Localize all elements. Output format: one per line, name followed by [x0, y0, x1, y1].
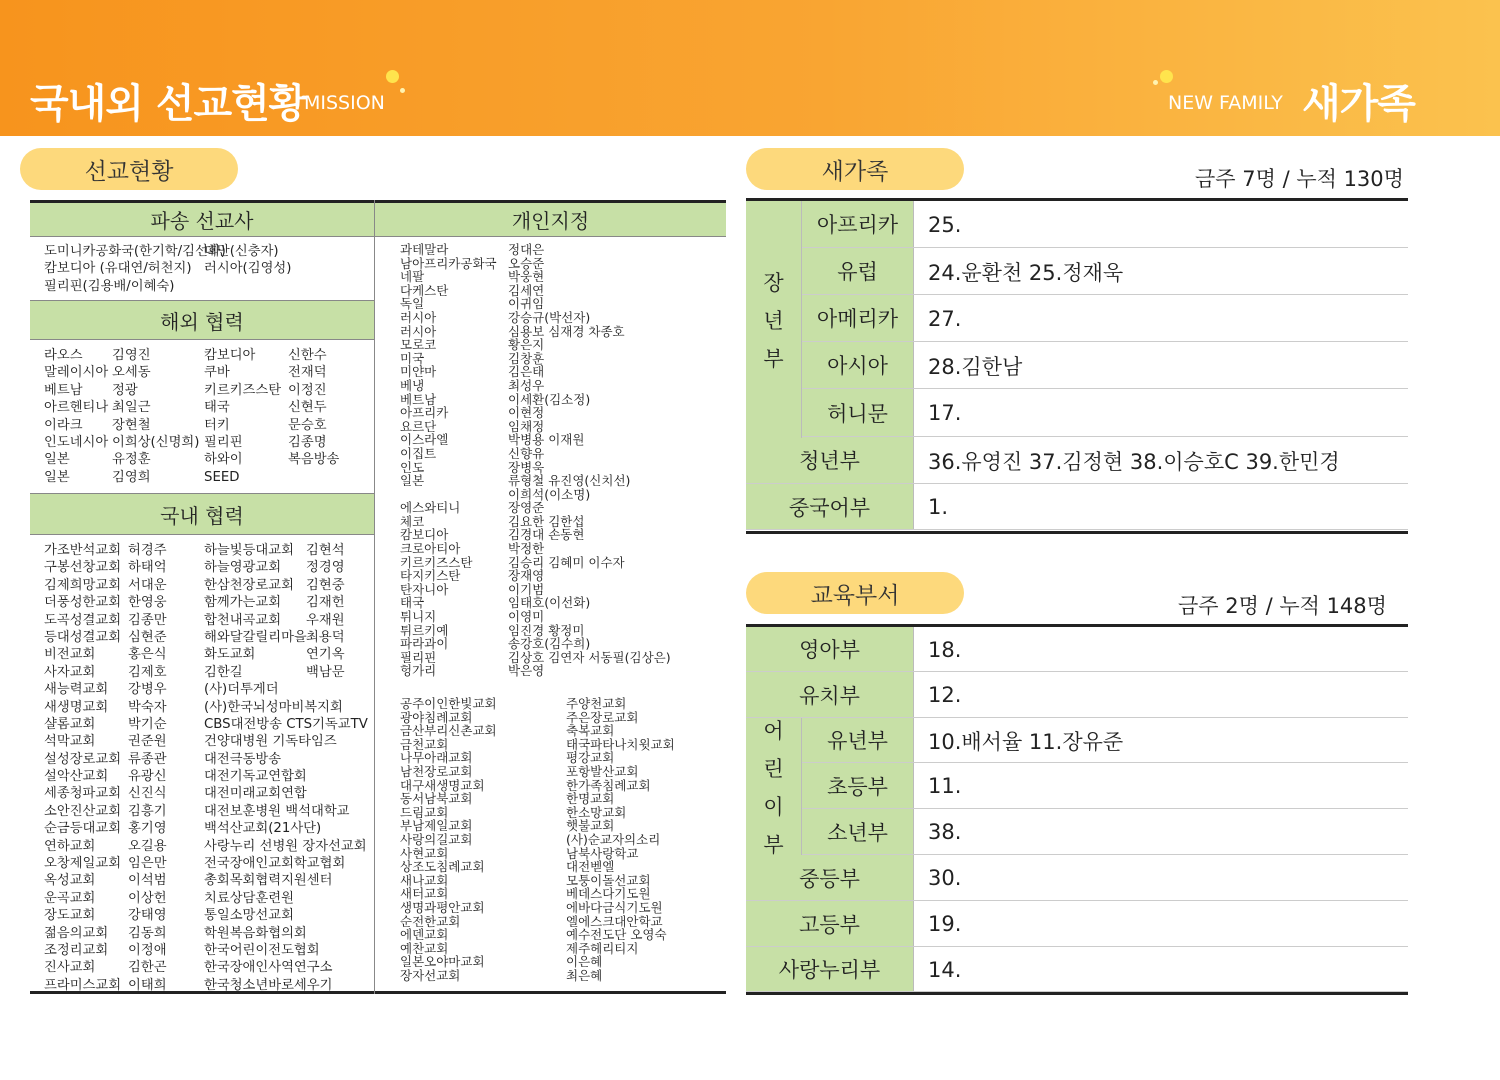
education-value: 11.	[928, 774, 962, 798]
list-item: 키르키즈스탄 김승리 김혜미 이수자	[400, 554, 625, 570]
list-item: 엘에스크대안학교	[566, 913, 663, 929]
list-item: 이은혜	[566, 954, 603, 970]
list-item: 대전벧엘	[566, 859, 615, 875]
group-label-char: 장	[763, 270, 784, 295]
list-item: 햇불교회	[566, 818, 615, 834]
newfamily-label: 중국어부	[746, 484, 914, 529]
list-item: 공주이인한빛교회	[400, 696, 497, 711]
education-summary: 금주 2명 / 누적 148명	[1178, 594, 1387, 618]
list-item: 가조반석교회 허경주	[44, 543, 167, 558]
overseas-list-right	[204, 347, 339, 486]
list-item: 아르헨티나 최일근	[44, 400, 151, 416]
list-item: 한삼천장로교회 김현중	[204, 577, 345, 593]
newfamily-label: 유럽	[802, 248, 914, 294]
list-item: 일본 류형철 유진영(신치선)	[400, 473, 631, 489]
education-label: 유치부	[746, 672, 914, 717]
list-item: 일본 유정훈	[44, 452, 151, 468]
list-item: 한국장애인사역연구소	[204, 960, 333, 976]
list-item: 필리핀 김상호 김연자 서동필(김상은)	[400, 649, 671, 665]
list-item: 에스와티니 장영준	[400, 500, 545, 516]
list-item: 오창제일교회 임은만	[44, 856, 167, 872]
list-item: 하늘영광교회 정경영	[204, 560, 345, 576]
list-item: 등대성결교회 심현준	[44, 629, 167, 645]
list-item: 총회목회협력지원센터	[204, 873, 333, 889]
list-item: 다케스탄 김세연	[400, 282, 545, 298]
list-item: 태국 임태호(이선화)	[400, 595, 591, 611]
children-group-label	[746, 718, 802, 855]
list-item: 축복교회	[566, 723, 615, 739]
newfamily-value: 24.윤환천 25.정재욱	[928, 260, 1124, 285]
education-value: 30.	[928, 866, 962, 890]
list-item: 학원복음화협의회	[204, 925, 307, 941]
yellow-dot-icon	[1160, 70, 1173, 83]
list-item: 통일소망선교회	[204, 908, 294, 924]
list-item: 샬롬교회 박기순	[44, 716, 167, 732]
list-item: 상조도침례교회	[400, 859, 485, 875]
newfamily-title: 새가족	[1302, 81, 1415, 127]
list-item: 남북사랑학교	[566, 845, 639, 861]
education-label: 영아부	[746, 627, 914, 671]
list-item: 건양대병원 기독타임즈	[204, 734, 337, 750]
list-item: 인도네시아 이희상(신명희)	[44, 434, 200, 450]
overseas-list-left	[44, 347, 199, 486]
list-item: 진사교회 김한곤	[44, 960, 167, 976]
personal-list-countries	[400, 243, 671, 678]
list-item: CBS대전방송 CTS기독교TV	[204, 716, 368, 732]
list-item: 이스라엘 박병용 이재원	[400, 432, 585, 448]
list-item: 캄보디아 김경대 손동현	[400, 527, 585, 543]
group-label-char: 년	[763, 308, 784, 333]
list-item: 포항발산교회	[566, 763, 639, 779]
list-item: 평강교회	[566, 750, 615, 766]
newfamily-label: 아프리카	[802, 201, 914, 247]
education-value: 18.	[928, 637, 962, 662]
list-item: 더풍성한교회 한영웅	[44, 595, 167, 611]
list-item: 미얀마 김은태	[400, 364, 545, 380]
list-item: 세종청파교회 신진식	[44, 786, 167, 802]
list-item: 튀니지 이영미	[400, 609, 545, 625]
newfamily-value: 27.	[928, 306, 962, 331]
domestic-list-right	[204, 542, 368, 994]
list-item: (사)순교자의소리	[566, 831, 661, 847]
list-item: 소안진산교회 김흥기	[44, 803, 167, 819]
list-item: 키르키즈스탄 이정진	[204, 382, 327, 398]
newfamily-label: 청년부	[746, 437, 914, 483]
list-item: 아프리카 이현정	[400, 405, 545, 421]
list-item: 전국장애인교회학교협회	[204, 856, 346, 872]
list-item: 사자교회 김제호	[44, 664, 167, 680]
list-item: 탄자니아 이기범	[400, 581, 545, 597]
newfamily-label: 허니문	[802, 389, 914, 436]
list-item: 한국청소년바로세우기	[204, 977, 333, 993]
list-item: 나무아래교회	[400, 750, 473, 766]
list-item: 함께가는교회 김재헌	[204, 595, 345, 611]
sent-missionaries-header: 파송 선교사	[30, 203, 374, 237]
education-value: 38.	[928, 820, 962, 844]
list-item: 베트남 이세환(김소정)	[400, 391, 591, 407]
list-item: (사)한국뇌성마비복지회	[204, 699, 343, 715]
newfamily-label: 아시아	[802, 342, 914, 388]
list-item: 쿠바 전재덕	[204, 365, 327, 381]
list-item: (사)더투게더	[204, 682, 279, 698]
list-item: 석막교회 권준원	[44, 734, 167, 750]
group-label-char: 린	[763, 756, 784, 781]
list-item: 태국파타나치윗교회	[566, 736, 675, 752]
list-item: 에덴교회	[400, 927, 449, 943]
list-item: 크로아티아 박정한	[400, 541, 545, 557]
list-item: 남천장로교회	[400, 763, 473, 779]
sent-missionaries-list	[44, 243, 291, 295]
list-item: 타지키스탄 장재영	[400, 568, 545, 584]
list-item: 체코 김요한 김한섭	[400, 513, 585, 529]
education-pill: 교육부서	[746, 572, 964, 614]
list-item: 주은장로교회	[566, 709, 639, 725]
list-item: 새생명교회 박숙자	[44, 699, 167, 715]
list-item: 남아프리카공화국 오승준	[400, 255, 545, 271]
list-item: SEED	[204, 469, 240, 485]
personal-list-churches-left	[400, 697, 497, 982]
newfamily-value: 25.	[928, 212, 962, 237]
group-label-char: 부	[763, 832, 784, 857]
list-item: 최은혜	[566, 967, 603, 983]
list-item: 해와달갈릴리마을최용덕	[204, 629, 345, 645]
list-item: 필리핀 김종명	[204, 434, 327, 450]
list-item: 동서남북교회	[400, 791, 473, 807]
overseas-header: 해외 협력	[30, 300, 374, 340]
list-item: 새터교회	[400, 886, 449, 902]
list-item: 모로코 황은지	[400, 337, 545, 353]
newfamily-label: 아메리카	[802, 295, 914, 341]
mission-subtitle: MISSION	[304, 92, 385, 114]
newfamily-value: 36.유영진 37.김정현 38.이승호C 39.한민경	[928, 449, 1340, 474]
group-label-char: 이	[763, 794, 784, 819]
list-item: 러시아 심용보 심재경 차종호	[400, 323, 625, 339]
list-item: 한소망교회	[566, 804, 627, 820]
list-item: 터키 문승호	[204, 417, 327, 433]
group-label-char: 어	[763, 718, 784, 743]
newfamily-pill: 새가족	[746, 148, 964, 190]
small-dot-icon	[1153, 80, 1158, 85]
list-item: 사랑의길교회	[400, 831, 473, 847]
list-item: 설성장로교회 류종관	[44, 751, 167, 767]
list-item: 캄보디아 (유대연/허천지) 러시아(김영성)	[44, 261, 292, 277]
list-item: 도곡성결교회 김종만	[44, 612, 167, 628]
small-dot-icon	[400, 88, 405, 93]
education-label: 유년부	[802, 718, 914, 762]
list-item: 광야침례교회	[400, 709, 473, 725]
list-item: 젊음의교회 김동희	[44, 925, 167, 941]
education-label: 고등부	[746, 901, 914, 946]
list-item: 순전한교회	[400, 913, 461, 929]
list-item: 사랑누리 선병원 장자선교회	[204, 838, 367, 854]
list-item: 요르단 임채정	[400, 418, 545, 434]
list-item: 옥성교회 이석범	[44, 873, 167, 889]
list-item: 말레이시아 오세동	[44, 365, 151, 381]
personal-list-churches-right	[566, 697, 675, 982]
list-item: 부남제일교회	[400, 818, 473, 834]
education-label: 중등부	[746, 855, 914, 900]
domestic-header: 국내 협력	[30, 493, 374, 535]
list-item: 장자선교회	[400, 967, 461, 983]
list-item: 하늘빛등대교회 김현석	[204, 543, 345, 558]
list-item: 이라크 장현철	[44, 417, 151, 433]
adult-group-label	[746, 201, 802, 438]
list-item: 네팔 박웅현	[400, 269, 545, 285]
education-label: 사랑누리부	[746, 947, 914, 991]
education-label: 초등부	[802, 763, 914, 808]
yellow-dot-icon	[386, 70, 399, 83]
list-item: 연하교회 오길용	[44, 838, 167, 854]
list-item: 프라미스교회 이태희	[44, 977, 167, 993]
list-item: 일본오야마교회	[400, 954, 485, 970]
list-item: 화도교회 연기옥	[204, 647, 345, 663]
group-label-char: 부	[763, 346, 784, 371]
domestic-list-left	[44, 542, 167, 994]
list-item: 튀르키예 임진경 황정미	[400, 622, 585, 638]
list-item: 비전교회 홍은식	[44, 647, 167, 663]
list-item: 태국 신현두	[204, 400, 327, 416]
list-item: 대전미래교회연합	[204, 786, 307, 802]
list-item: 사현교회	[400, 845, 449, 861]
list-item: 베트남 정광	[44, 382, 138, 398]
list-item: 일본 김영희	[44, 469, 151, 485]
list-item: 예수전도단 오영숙	[566, 927, 667, 943]
list-item: 대전보훈병원 백석대학교	[204, 803, 350, 819]
list-item: 생명과평안교회	[400, 899, 485, 915]
list-item: 운곡교회 이상헌	[44, 890, 167, 906]
list-item: 독일 이귀임	[400, 296, 545, 312]
newfamily-value: 17.	[928, 401, 962, 425]
list-item: 과테말라 정대은	[400, 242, 545, 257]
list-item: 합천내곡교회 우재원	[204, 612, 345, 628]
personal-designation-header: 개인지정	[375, 203, 726, 237]
list-item: 라오스 김영진	[44, 348, 151, 363]
list-item: 베냉 최성우	[400, 377, 545, 393]
list-item: 미국 김창훈	[400, 350, 545, 366]
list-item: 제주헤리티지	[566, 940, 639, 956]
list-item: 치료상담훈련원	[204, 890, 294, 906]
education-value: 12.	[928, 683, 962, 707]
newfamily-summary: 금주 7명 / 누적 130명	[1195, 167, 1404, 191]
list-item: 헝가리 박은영	[400, 663, 545, 679]
list-item: 베데스다기도원	[566, 886, 651, 902]
list-item: 대전극동방송	[204, 751, 282, 767]
list-item: 이희석(이소명)	[508, 486, 591, 502]
list-item: 한국어린이전도협회	[204, 942, 320, 958]
list-item: 구봉선창교회 하태억	[44, 560, 167, 576]
column-divider	[374, 200, 375, 994]
education-label: 소년부	[802, 809, 914, 854]
list-item: 하와이 복음방송	[204, 452, 340, 468]
list-item: 금천교회	[400, 736, 449, 752]
list-item: 모퉁이돌선교회	[566, 872, 651, 888]
education-value: 14.	[928, 957, 962, 982]
list-item: 예찬교회	[400, 940, 449, 956]
list-item: 파라과이 송강호(김수희)	[400, 636, 591, 652]
list-item: 도미니카공화국(한기학/김선화)대만(신충자)	[44, 244, 279, 259]
mission-pill: 선교현황	[20, 148, 238, 190]
list-item: 주양천교회	[566, 696, 627, 711]
newfamily-subtitle: NEW FAMILY	[1168, 92, 1283, 114]
list-item: 설악산교회 유광신	[44, 769, 167, 785]
list-item: 대구새생명교회	[400, 777, 485, 793]
list-item: 순금등대교회 홍기영	[44, 821, 167, 837]
list-item: 대전기독교연합회	[204, 769, 307, 785]
list-item: 드림교회	[400, 804, 449, 820]
list-item: 백석산교회(21사단)	[204, 821, 322, 837]
list-item: 러시아 강승규(박선자)	[400, 309, 591, 325]
list-item: 이집트 신향유	[400, 445, 545, 461]
list-item: 새능력교회 강병우	[44, 682, 167, 698]
list-item: 인도 장병욱	[400, 459, 545, 475]
list-item: 장도교회 강태영	[44, 908, 167, 924]
newfamily-value: 28.김한남	[928, 354, 1023, 379]
list-item: 김한길 백남문	[204, 664, 345, 680]
list-item: 한가족침례교회	[566, 777, 651, 793]
header-banner	[0, 0, 1500, 136]
list-item: 금산부리신촌교회	[400, 723, 497, 739]
list-item: 캄보디아 신한수	[204, 348, 327, 363]
mission-title: 국내외 선교현황	[30, 81, 307, 127]
list-item: 필리핀(김용배/이혜숙)	[44, 278, 175, 294]
education-value: 10.배서율 11.장유준	[928, 729, 1124, 754]
list-item: 새나교회	[400, 872, 449, 888]
education-value: 19.	[928, 912, 962, 936]
list-item: 에바다금식기도원	[566, 899, 663, 915]
list-item: 김제희망교회 서대운	[44, 577, 167, 593]
newfamily-value: 1.	[928, 495, 949, 519]
list-item: 조정리교회 이정애	[44, 942, 167, 958]
list-item: 한명교회	[566, 791, 615, 807]
